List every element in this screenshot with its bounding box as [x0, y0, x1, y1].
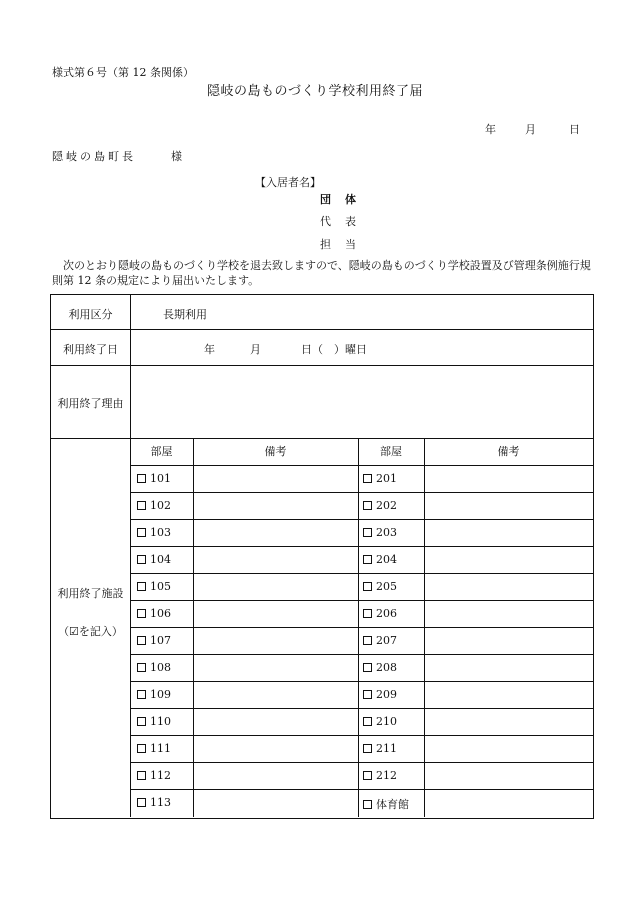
room-note-field-right[interactable] — [426, 629, 590, 652]
room-number: 101 — [150, 472, 171, 485]
room-note-field-left[interactable] — [195, 683, 355, 706]
room-note-field-right[interactable] — [426, 467, 590, 490]
room-checkbox-right[interactable] — [363, 580, 397, 593]
room-column-header-left: 部屋 — [150, 445, 173, 458]
room-note-field-left[interactable] — [195, 629, 355, 652]
form-number: 様式第６号（第 12 条関係） — [52, 66, 194, 79]
room-note-field-left[interactable] — [195, 575, 355, 598]
checkbox-icon[interactable] — [363, 771, 372, 780]
room-number: 209 — [376, 688, 397, 701]
room-checkbox-left[interactable] — [137, 607, 171, 620]
date-year-label: 年 — [485, 123, 496, 136]
note-column-header-left: 備考 — [264, 445, 287, 458]
room-number: 111 — [150, 742, 171, 755]
room-number: 212 — [376, 769, 397, 782]
note-column-header-right: 備考 — [497, 445, 520, 458]
room-number: 105 — [150, 580, 171, 593]
room-checkbox-left[interactable] — [137, 715, 171, 728]
room-checkbox-right[interactable] — [363, 661, 397, 674]
room-number: 102 — [150, 499, 171, 512]
room-note-field-left[interactable] — [195, 710, 355, 733]
room-checkbox-left[interactable] — [137, 796, 171, 809]
room-note-field-right[interactable] — [426, 521, 590, 544]
room-checkbox-left[interactable] — [137, 526, 171, 539]
room-note-field-right[interactable] — [426, 494, 590, 517]
room-note-field-left[interactable] — [195, 737, 355, 760]
checkbox-icon[interactable] — [363, 663, 372, 672]
room-checkbox-right[interactable] — [363, 715, 397, 728]
room-checkbox-left[interactable] — [137, 580, 171, 593]
resident-organization-label: 団体 — [320, 193, 370, 206]
end-date-month-unit: 月 — [250, 343, 261, 356]
checkbox-icon[interactable] — [363, 636, 372, 645]
checkbox-icon[interactable] — [137, 555, 146, 564]
room-note-field-right[interactable] — [426, 683, 590, 706]
checkbox-icon[interactable] — [137, 528, 146, 537]
checkbox-icon[interactable] — [137, 744, 146, 753]
reason-label: 利用終了理由 — [57, 397, 124, 410]
room-checkbox-left[interactable] — [137, 688, 171, 701]
checkbox-icon[interactable] — [363, 744, 372, 753]
room-note-field-right[interactable] — [426, 710, 590, 733]
room-number: 103 — [150, 526, 171, 539]
room-note-field-right[interactable] — [426, 737, 590, 760]
room-note-field-left[interactable] — [195, 764, 355, 787]
room-number: 109 — [150, 688, 171, 701]
room-number: 110 — [150, 715, 171, 728]
room-checkbox-left[interactable] — [137, 661, 171, 674]
room-number: 112 — [150, 769, 171, 782]
checkbox-icon[interactable] — [363, 800, 372, 809]
room-number: 211 — [376, 742, 397, 755]
checkbox-icon[interactable] — [363, 528, 372, 537]
resident-contact-label: 担当 — [320, 238, 370, 251]
checkbox-icon[interactable] — [137, 771, 146, 780]
room-checkbox-right[interactable] — [363, 742, 397, 755]
room-note-field-right[interactable] — [426, 656, 590, 679]
room-checkbox-right[interactable] — [363, 472, 397, 485]
date-day-label: 日 — [569, 123, 580, 136]
usage-type-value: 長期利用 — [163, 308, 207, 321]
room-checkbox-left[interactable] — [137, 634, 171, 647]
room-checkbox-right[interactable] — [363, 526, 397, 539]
checkbox-icon[interactable] — [137, 690, 146, 699]
room-checkbox-left[interactable] — [137, 499, 171, 512]
checkbox-icon[interactable] — [137, 582, 146, 591]
room-number: 204 — [376, 553, 397, 566]
checkbox-icon[interactable] — [363, 474, 372, 483]
statement-text: 次のとおり隠岐の島ものづくり学校を退去致しますので、隠岐の島ものづくり学校設置及び管理条例施行規則第 12 条の規定により届出いたします。 — [52, 259, 591, 287]
room-number: 107 — [150, 634, 171, 647]
checkbox-icon[interactable] — [137, 474, 146, 483]
end-date-day-weekday-unit: 日（ ）曜日 — [301, 343, 367, 356]
document-title: 隠岐の島ものづくり学校利用終了届 — [206, 84, 423, 99]
end-date-year-unit: 年 — [204, 343, 215, 356]
checkbox-icon[interactable] — [363, 501, 372, 510]
checkbox-icon[interactable] — [363, 609, 372, 618]
reason-field[interactable] — [135, 371, 587, 433]
checkbox-icon[interactable] — [137, 501, 146, 510]
facility-label: 利用終了施設 — [57, 587, 124, 600]
checkbox-icon[interactable] — [137, 609, 146, 618]
room-number: 体育館 — [376, 798, 409, 811]
checkbox-icon[interactable] — [363, 690, 372, 699]
date-month-label: 月 — [525, 123, 536, 136]
room-note-field-left[interactable] — [195, 548, 355, 571]
checkbox-icon[interactable] — [363, 582, 372, 591]
room-number: 104 — [150, 553, 171, 566]
room-checkbox-right[interactable] — [363, 499, 397, 512]
room-checkbox-right[interactable] — [363, 634, 397, 647]
checkbox-icon[interactable] — [137, 798, 146, 807]
room-number: 203 — [376, 526, 397, 539]
room-checkbox-right[interactable] — [363, 553, 397, 566]
room-checkbox-left[interactable] — [137, 742, 171, 755]
termination-form-table — [50, 294, 594, 819]
room-note-field-left[interactable] — [195, 602, 355, 625]
room-note-field-right[interactable] — [426, 764, 590, 787]
resident-header: 【入居者名】 — [255, 176, 321, 189]
room-note-field-left[interactable] — [195, 467, 355, 490]
room-checkbox-right[interactable] — [363, 769, 397, 782]
room-number: 108 — [150, 661, 171, 674]
checkbox-icon[interactable] — [137, 717, 146, 726]
room-note-field-right[interactable] — [426, 602, 590, 625]
room-number: 106 — [150, 607, 171, 620]
resident-representative-label: 代表 — [320, 215, 370, 228]
room-number: 202 — [376, 499, 397, 512]
room-checkbox-left[interactable] — [137, 553, 171, 566]
end-date-label: 利用終了日 — [63, 343, 118, 356]
room-number: 201 — [376, 472, 397, 485]
checkbox-icon[interactable] — [137, 636, 146, 645]
room-note-field-right[interactable] — [426, 548, 590, 571]
addressee-honorific: 様 — [171, 150, 185, 163]
room-column-header-right: 部屋 — [380, 445, 402, 458]
room-checkbox-left[interactable] — [137, 769, 171, 782]
room-note-field-left[interactable] — [195, 521, 355, 544]
room-note-field-left[interactable] — [195, 494, 355, 517]
checkbox-icon[interactable] — [137, 663, 146, 672]
addressee: 隠岐の島町長 — [52, 150, 136, 163]
room-number: 205 — [376, 580, 397, 593]
checkbox-icon[interactable] — [363, 717, 372, 726]
room-note-field-left[interactable] — [195, 791, 355, 814]
room-checkbox-left[interactable] — [137, 472, 171, 485]
room-number: 206 — [376, 607, 397, 620]
room-note-field-right[interactable] — [426, 575, 590, 598]
room-checkbox-right[interactable] — [363, 688, 397, 701]
checkbox-icon[interactable] — [363, 555, 372, 564]
room-checkbox-right[interactable] — [363, 796, 409, 812]
room-number: 207 — [376, 634, 397, 647]
room-checkbox-right[interactable] — [363, 607, 397, 620]
room-note-field-right[interactable] — [426, 791, 590, 814]
room-number: 113 — [150, 796, 171, 809]
room-number: 210 — [376, 715, 397, 728]
facility-checkbox-note: （☑を記入） — [58, 625, 123, 638]
room-number: 208 — [376, 661, 397, 674]
room-note-field-left[interactable] — [195, 656, 355, 679]
usage-type-label: 利用区分 — [68, 308, 113, 321]
